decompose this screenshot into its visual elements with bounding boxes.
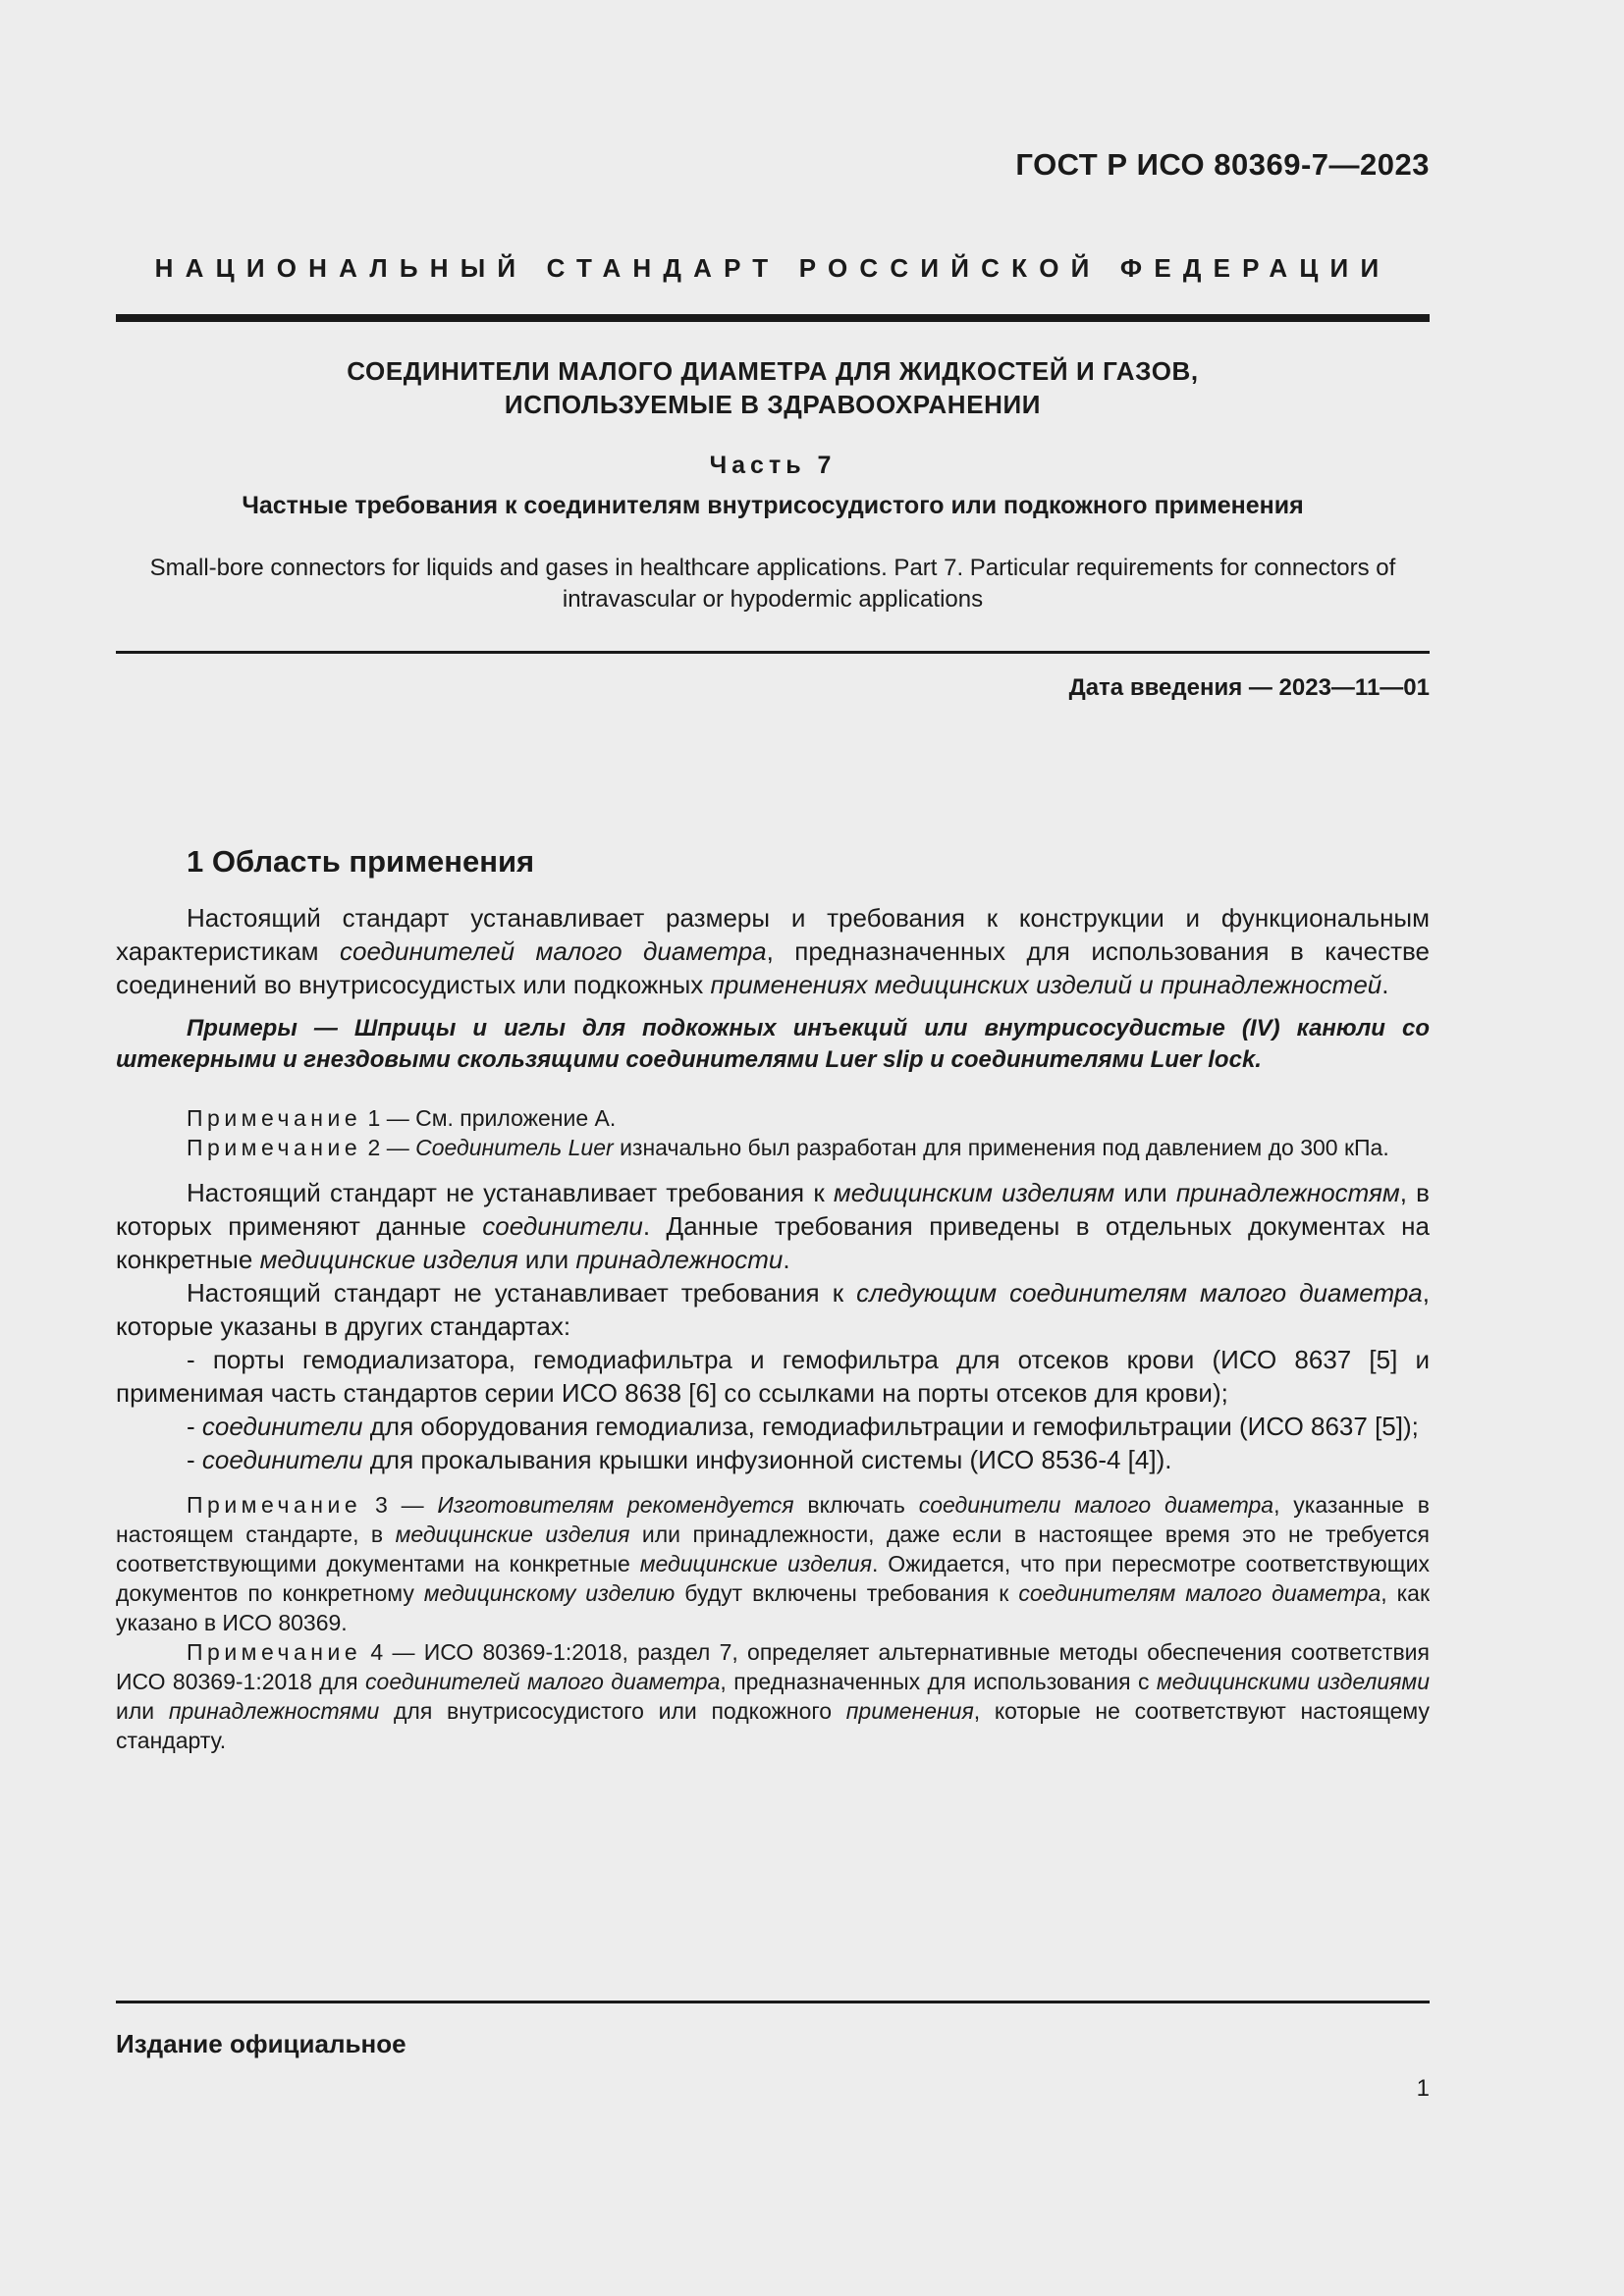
text-run: ИСО 80369-1:2018, раздел 7, определяет альтернативные методы обеспечения соответствия ИСО 80369-1:2018 для	[116, 1639, 1430, 1694]
text-run: , которые указаны в других стандартах:	[116, 1278, 1430, 1341]
text-run: будут включены требования к	[675, 1580, 1019, 1606]
note-label: Примечание	[187, 1492, 362, 1518]
text-run: Настоящий стандарт не устанавливает требования к	[187, 1178, 834, 1207]
english-title	[116, 553, 1430, 615]
intro-date: Дата введения — 2023—11—01	[1068, 674, 1430, 701]
requirements-paragraph	[116, 1176, 1430, 1276]
text-run: для внутрисосудистого или подкожного	[379, 1698, 846, 1724]
term: медицинские изделия	[395, 1522, 630, 1547]
note-label: Примечание	[187, 1639, 362, 1665]
document-title	[116, 354, 1430, 421]
official-edition-label: Издание официальное	[116, 2029, 406, 2058]
term: следующим соединителям малого диаметра	[856, 1278, 1423, 1308]
text-run: включать	[793, 1492, 919, 1518]
note-label: Примечание	[187, 1135, 362, 1160]
list-item	[116, 1443, 1430, 1476]
text-run: , которые не соответствуют настоящему стандарту.	[116, 1698, 1431, 1753]
text-run: Настоящий стандарт устанавливает размеры и требования к конструкции и функциональным характеристикам	[116, 903, 1430, 966]
note-number: 2 —	[361, 1135, 416, 1160]
term: медицинские изделия	[259, 1245, 518, 1274]
term: соединителям малого диаметра	[1018, 1580, 1381, 1606]
note-number: 4 —	[361, 1639, 424, 1665]
note-3	[116, 1490, 1430, 1637]
term: Соединитель Luer	[415, 1135, 614, 1160]
examples-paragraph	[116, 1013, 1430, 1076]
note-number: 1 —	[361, 1105, 416, 1131]
text-run: , предназначенных для использования с	[720, 1669, 1157, 1694]
term: применениях медицинских изделий и принадлежностей	[710, 970, 1382, 999]
term: соединители малого диаметра	[918, 1492, 1274, 1518]
term: соединители	[201, 1412, 363, 1441]
text-run: , указанные в настоящем стандарте, в	[116, 1492, 1430, 1547]
note-2	[116, 1133, 1430, 1162]
term: применения	[845, 1698, 974, 1724]
list-item-text: для оборудования гемодиализа, гемодиафильтрации и гемофильтрации (ИСО 8637 [5]);	[362, 1412, 1419, 1441]
text-run: или	[517, 1245, 576, 1274]
text-run: .	[1381, 970, 1389, 999]
term: медицинским изделиям	[833, 1178, 1115, 1207]
section-heading: 1 Область применения	[187, 844, 535, 879]
term: принадлежностям	[1175, 1178, 1400, 1207]
term: медицинскому изделию	[423, 1580, 676, 1606]
note-label: Примечание	[187, 1105, 362, 1131]
list-item	[116, 1410, 1430, 1443]
term: соединителей малого диаметра	[365, 1669, 721, 1694]
term: медицинские изделия	[639, 1551, 872, 1576]
note-4	[116, 1637, 1430, 1755]
note-text: См. приложение А.	[415, 1105, 617, 1131]
title-line-1: СОЕДИНИТЕЛИ МАЛОГО ДИАМЕТРА ДЛЯ ЖИДКОСТЕЙ И ГАЗОВ,	[347, 356, 1199, 386]
text-run: или	[1114, 1178, 1176, 1207]
list-item-text: для прокалывания крышки инфузионной системы (ИСО 8536-4 [4]).	[362, 1445, 1172, 1474]
text-run: .	[783, 1245, 790, 1274]
term: медицинскими изделиями	[1156, 1669, 1430, 1694]
scope-paragraph	[116, 901, 1430, 1001]
exclusions-paragraph	[116, 1276, 1430, 1343]
note-number: 3 —	[361, 1492, 438, 1518]
english-title-line-2: intravascular or hypodermic applications	[562, 586, 984, 613]
part-label: Часть 7	[709, 452, 837, 479]
text-run: , предназначенных для использования в качестве соединений во внутрисосудистых или подкожных	[116, 936, 1430, 999]
thick-divider	[116, 314, 1430, 322]
list-dash: -	[187, 1445, 202, 1474]
note-text: изначально был разработан для применения под давлением до 300 кПа.	[613, 1135, 1389, 1160]
list-item-text: - порты гемодиализатора, гемодиафильтра и гемофильтра для отсеков крови (ИСО 8637 [5] и применимая часть стандартов серии ИСО 8638 [6] со ссылками на порты отсеков для крови);	[116, 1345, 1430, 1408]
title-divider	[116, 651, 1430, 654]
text-run: или	[116, 1698, 169, 1724]
footer-divider	[116, 2001, 1430, 2003]
text-run: Настоящий стандарт не устанавливает требования к	[187, 1278, 857, 1308]
note-1	[116, 1103, 1430, 1133]
term: соединители	[201, 1445, 363, 1474]
list-dash: -	[187, 1412, 202, 1441]
term: Изготовителям рекомендуется	[437, 1492, 794, 1518]
text-run: , в которых применяют данные	[116, 1178, 1430, 1241]
term: принадлежностями	[168, 1698, 380, 1724]
gost-code: ГОСТ Р ИСО 80369-7—2023	[1015, 147, 1430, 182]
term: соединителей малого диаметра	[339, 936, 767, 966]
page-number: 1	[1416, 2075, 1430, 2102]
examples-text: Примеры — Шприцы и иглы для подкожных инъекций или внутрисосудистые (IV) канюли со штекерными и гнездовыми скользящими соединителями Luer slip и соединителями Luer lock.	[116, 1015, 1430, 1073]
term: принадлежности	[575, 1245, 784, 1274]
list-item	[116, 1343, 1430, 1410]
national-standard-banner: НАЦИОНАЛЬНЫЙ СТАНДАРТ РОССИЙСКОЙ ФЕДЕРАЦИИ	[154, 253, 1391, 283]
section-body	[116, 901, 1430, 1755]
part-title: Частные требования к соединителям внутрисосудистого или подкожного применения	[242, 492, 1304, 519]
english-title-line-1: Small-bore connectors for liquids and gases in healthcare applications. Part 7. Particular requirements for connectors of	[149, 555, 1396, 581]
term: соединители	[482, 1211, 643, 1241]
title-line-2: ИСПОЛЬЗУЕМЫЕ В ЗДРАВООХРАНЕНИИ	[504, 390, 1042, 419]
text-run: . Данные требования приведены в отдельных документах на конкретные	[116, 1211, 1430, 1274]
text-run: или принадлежности, даже если в настоящее время это не требуется соответствующими документами на конкретные	[116, 1522, 1430, 1576]
text-run: . Ожидается, что при пересмотре соответствующих документов по конкретному	[116, 1551, 1430, 1606]
text-run: , как указано в ИСО 80369.	[116, 1580, 1431, 1635]
